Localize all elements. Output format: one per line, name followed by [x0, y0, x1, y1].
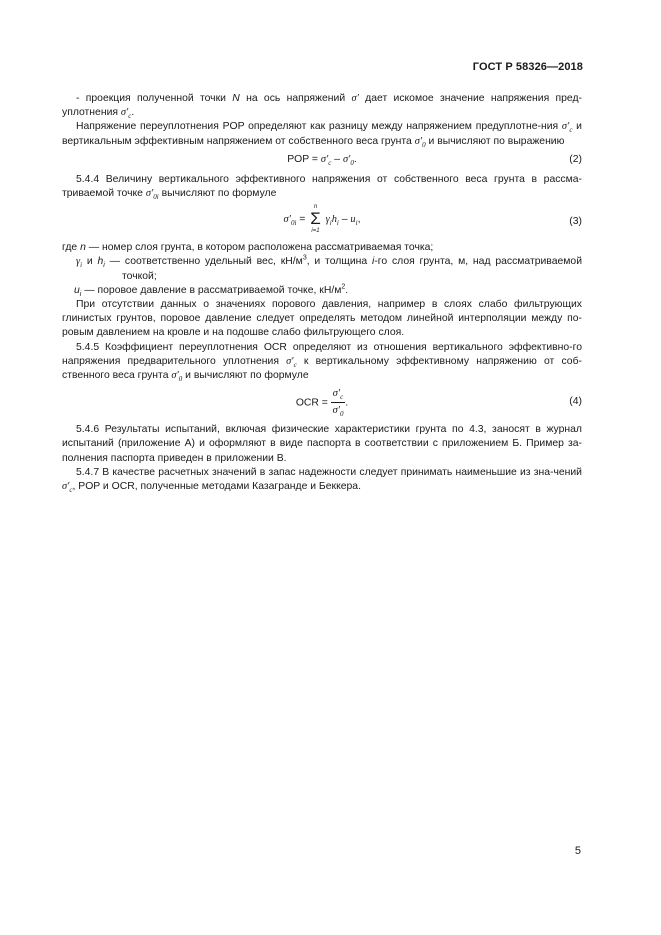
formula-3	[62, 201, 582, 241]
paragraph-pop-definition: Напряжение переуплотнения POP определяют как разницу между напряжением предуплотне-ния $\sigma'_c$ и вертикальным эффективным напряжением от собственного веса грунта $\sigma'_0$ и вычисляют по выражению	[62, 121, 582, 149]
ocr-fraction: $\frac{\sigma'_c}{\sigma'_0}$	[332, 388, 344, 419]
where-u: $u_i$ — поровое давление в рассматриваемой точке, $кН/м^2$.	[74, 283, 349, 298]
where-gamma-h: $\gamma_i$ и $h_i$ — соответственно удельный вес, $кН/м^3$, и толщина i-го слоя грунта, м, над рассматриваемой точкой;	[76, 254, 582, 282]
formula-4-number: (4)	[569, 396, 582, 408]
formula-2-expression: POP = $\sigma'_c - \sigma'_0$.	[287, 153, 357, 167]
paragraph-projection: - проекция полученной точки N на ось напряжений σ′ дает искомое значение напряжения пред-уплотнения $\sigma'_c$.	[62, 93, 582, 121]
document-header: ГОСТ Р 58326—2018	[472, 61, 583, 73]
formula-4-expression: OCR = $\frac{\sigma'_c}{\sigma'_0}$ .	[295, 388, 349, 419]
formula-4	[62, 383, 582, 423]
where-n: где n — номер слоя грунта, в котором расположена рассматриваемая точка;	[62, 242, 434, 254]
sum-symbol: n Σ i=1	[310, 204, 321, 235]
formula-3-expression: $\sigma'_{0i}$ = n Σ i=1 $\gamma_ih_i - u_i$,	[283, 204, 361, 235]
page-number: 5	[574, 845, 581, 857]
formula-3-number: (3)	[569, 216, 582, 228]
paragraph-5-4-5: 5.4.5 Коэффициент переуплотнения OCR определяют из отношения вертикального эффективно-го напряжения предварительного уплотнения $\sigma'_c$ к вертикальному эффективному напряжению от соб-ственного веса грунта $\sigma'_0$ и вычисляют по формуле	[62, 341, 582, 384]
formula-2-number: (2)	[569, 153, 582, 165]
paragraph-5-4-7: 5.4.7 В качестве расчетных значений в запас надежности следует принимать наименьшие из зна-чений $\sigma'_c$, POP и OCR, полученные методами Казагранде и Беккера.	[62, 466, 582, 495]
document-body	[62, 92, 582, 494]
paragraph-5-4-4: 5.4.4 Величину вертикального эффективного напряжения от собственного веса грунта в рассма-триваемой точке $\sigma'_{0i}$ вычисляют по формуле	[62, 173, 582, 202]
paragraph-pore-pressure: При отсутствии данных о значениях порового давления, например в слоях слабо фильтрующих глинистых грунтов, поровое давление следует определять методом линейной интерполяции между по-ровым давлением на кровле и на подошве слабо фильтрующего слоя.	[62, 299, 582, 339]
paragraph-5-4-6: 5.4.6 Результаты испытаний, включая физические характеристики грунта по 4.3, заносят в журнал испытаний (приложение А) и оформляют в виде паспорта в соответствии с приложением Б. Пример за-полнения паспорта приведен в приложении В.	[62, 424, 582, 464]
formula-2	[62, 149, 582, 173]
